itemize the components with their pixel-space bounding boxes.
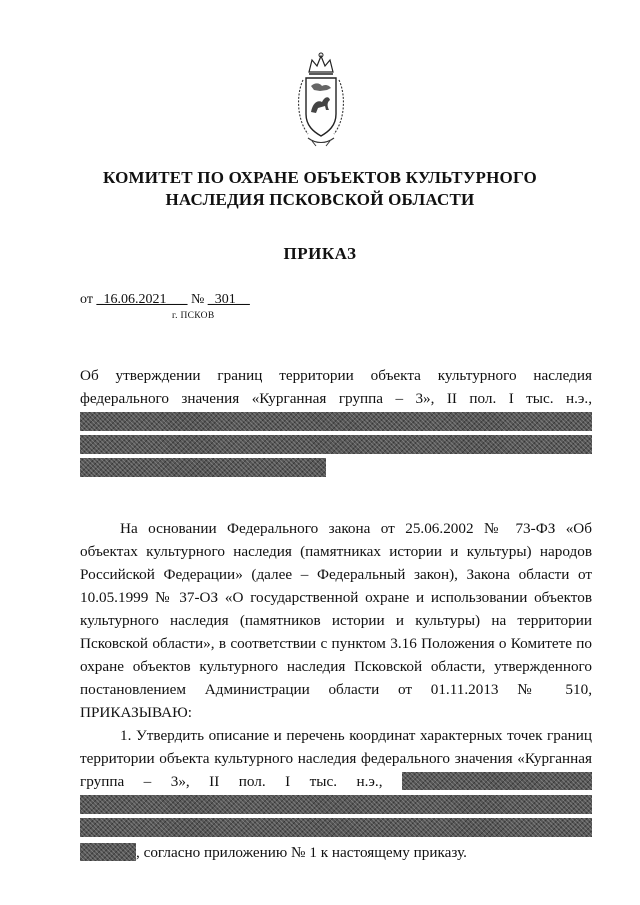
document-number: _301__: [207, 292, 250, 307]
item-1-end-paragraph: [80, 841, 592, 864]
redacted-block: [80, 458, 592, 479]
redacted-block: [80, 795, 592, 816]
document-type: ПРИКАЗ: [283, 244, 357, 263]
organization-title-line1: КОМИТЕТ ПО ОХРАНЕ ОБЪЕКТОВ КУЛЬТУРНОГО: [103, 168, 537, 187]
organization-title-line2: НАСЛЕДИЯ ПСКОВСКОЙ ОБЛАСТИ: [165, 190, 475, 209]
redacted-block: [80, 435, 592, 456]
organization-title: [60, 167, 580, 211]
document-subject: [80, 364, 592, 481]
subject-text: Об утверждении границ территории объекта культурного наследия федерального значения «Курганная группа – 3», II пол. I тыс. н.э.,: [80, 367, 592, 407]
redacted-inline: [80, 843, 136, 861]
redacted-block: [80, 818, 592, 839]
document-date: _16.06.2021___: [96, 292, 188, 307]
basis-paragraph: На основании Федерального закона от 25.06.2002 № 73-ФЗ «Об объектах культурного наследия (памятниках истории и культуры) народов Российской Федерации» (далее – Федеральный закон), Закона области от 10.05.1999 № 37-ОЗ «О государственной охране и использовании объектов культурного наследия (памятников истории и культуры) на территории Псковской области», в соответствии с пунктом 3.16 Положения о Комитете по охране объектов культурного наследия Псковской области, утвержденного постановлением Администрации области от 01.11.2013 № 510, ПРИКАЗЫВАЮ:: [80, 520, 592, 721]
number-prefix: №: [190, 292, 205, 307]
city-label: г. ПСКОВ: [172, 311, 215, 321]
document-date-number: [80, 292, 250, 308]
item-1-paragraph: [80, 724, 592, 793]
item-1-end: , согласно приложению № 1 к настоящему приказу.: [136, 844, 467, 861]
date-prefix: от: [80, 292, 93, 307]
item-1-start: 1. Утвердить описание и перечень координат характерных точек границ территории объекта культурного наследия федерального значения «Курганная группа – 3», II пол. I тыс. н.э.,: [80, 727, 592, 790]
redacted-block: [80, 412, 592, 433]
redacted-inline: [402, 772, 592, 790]
document-body: [80, 517, 592, 864]
pskov-coat-of-arms-icon: [294, 50, 348, 148]
